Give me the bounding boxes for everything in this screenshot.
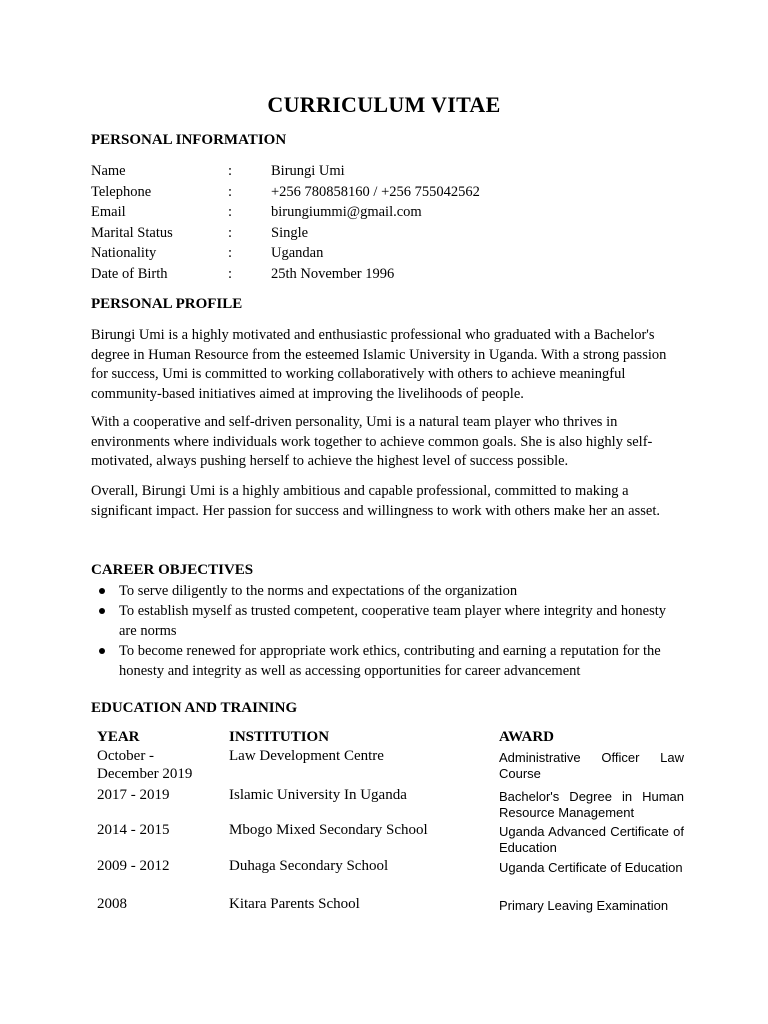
info-label: Name	[91, 163, 126, 179]
personal-info-heading: PERSONAL INFORMATION	[91, 132, 287, 148]
year-cell: 2017 - 2019	[97, 787, 170, 803]
institution-cell: Duhaga Secondary School	[229, 858, 389, 874]
column-header-institution: INSTITUTION	[229, 729, 330, 745]
objective-text: To become renewed for appropriate work ethics, contributing and earning a reputation for the honesty and integrity as well as accessing opportunities for career advancement	[119, 643, 661, 679]
profile-paragraph-3: Overall, Birungi Umi is a highly ambitious and capable professional, committed to making a significant impact. Her passion for success and willingness to work with others make her an asset.	[91, 483, 660, 519]
personal-info-table	[91, 161, 691, 284]
objective-text: To establish myself as trusted competent, cooperative team player where integrity and honesty are norms	[119, 603, 666, 639]
info-row-telephone	[91, 182, 691, 203]
info-value: Ugandan	[271, 245, 324, 261]
column-header-year: YEAR	[97, 729, 140, 745]
year-cell: October - December 2019	[97, 748, 193, 782]
info-colon: :	[228, 265, 233, 282]
info-colon: :	[228, 183, 233, 200]
info-label: Marital Status	[91, 224, 173, 241]
info-label: Date of Birth	[91, 265, 168, 282]
education-heading: EDUCATION AND TRAINING	[91, 700, 298, 716]
profile-paragraph-1: Birungi Umi is a highly motivated and enthusiastic professional who graduated with a Bachelor's degree in Human Resource from the esteemed Islamic University in Uganda. With a strong passion for success, Umi is committed to working collaboratively with others to achieve meaningful community-based initiatives aimed at improving the livelihoods of people.	[91, 327, 667, 402]
award-cell: Uganda Certificate of Education	[499, 860, 683, 875]
profile-heading: PERSONAL PROFILE	[91, 296, 243, 312]
list-item	[91, 641, 681, 681]
list-item	[91, 581, 681, 601]
info-row-marital-status	[91, 223, 691, 244]
education-table	[96, 729, 696, 913]
profile-paragraph-2: With a cooperative and self-driven personality, Umi is a natural team player who thrives in environments where individuals work together to achieve common goals. She is also highly self-motivated, always pushing herself to achieve the highest level of success possible.	[91, 414, 653, 469]
award-cell: Bachelor's Degree in Human Resource Management	[499, 789, 684, 820]
institution-cell: Law Development Centre	[229, 748, 384, 764]
year-cell: 2008	[97, 896, 127, 912]
info-value: Single	[271, 224, 309, 241]
info-row-nationality	[91, 243, 691, 264]
objectives-heading: CAREER OBJECTIVES	[91, 562, 254, 578]
year-cell: 2009 - 2012	[97, 858, 170, 874]
info-value: +256 780858160 / +256 755042562	[271, 183, 480, 200]
award-cell: Administrative Officer Law Course	[499, 750, 684, 781]
bullet-icon	[99, 608, 105, 614]
info-row-name	[91, 161, 691, 182]
info-colon: :	[228, 204, 233, 220]
info-row-email	[91, 202, 691, 223]
education-header-row	[96, 729, 696, 749]
objectives-list	[91, 581, 681, 681]
column-header-award: AWARD	[499, 729, 555, 745]
info-row-date-of-birth	[91, 264, 691, 285]
info-colon: :	[228, 245, 233, 261]
page-title: CURRICULUM VITAE	[267, 92, 501, 117]
objective-text: To serve diligently to the norms and expectations of the organization	[119, 583, 518, 599]
institution-cell: Mbogo Mixed Secondary School	[229, 822, 428, 838]
institution-cell: Islamic University In Uganda	[229, 787, 407, 803]
bullet-icon	[99, 648, 105, 654]
info-value: birungiummi@gmail.com	[271, 204, 422, 220]
info-colon: :	[228, 224, 233, 241]
award-cell: Primary Leaving Examination	[499, 898, 669, 913]
year-cell: 2014 - 2015	[97, 822, 170, 838]
info-label: Email	[91, 204, 126, 220]
info-value: Birungi Umi	[271, 163, 345, 179]
info-label: Telephone	[91, 183, 152, 200]
info-colon: :	[228, 163, 233, 179]
info-value: 25th November 1996	[271, 265, 395, 282]
institution-cell: Kitara Parents School	[229, 896, 360, 912]
bullet-icon	[99, 588, 105, 594]
list-item	[91, 601, 681, 641]
info-label: Nationality	[91, 245, 157, 261]
award-cell: Uganda Advanced Certificate of Education	[499, 824, 684, 855]
